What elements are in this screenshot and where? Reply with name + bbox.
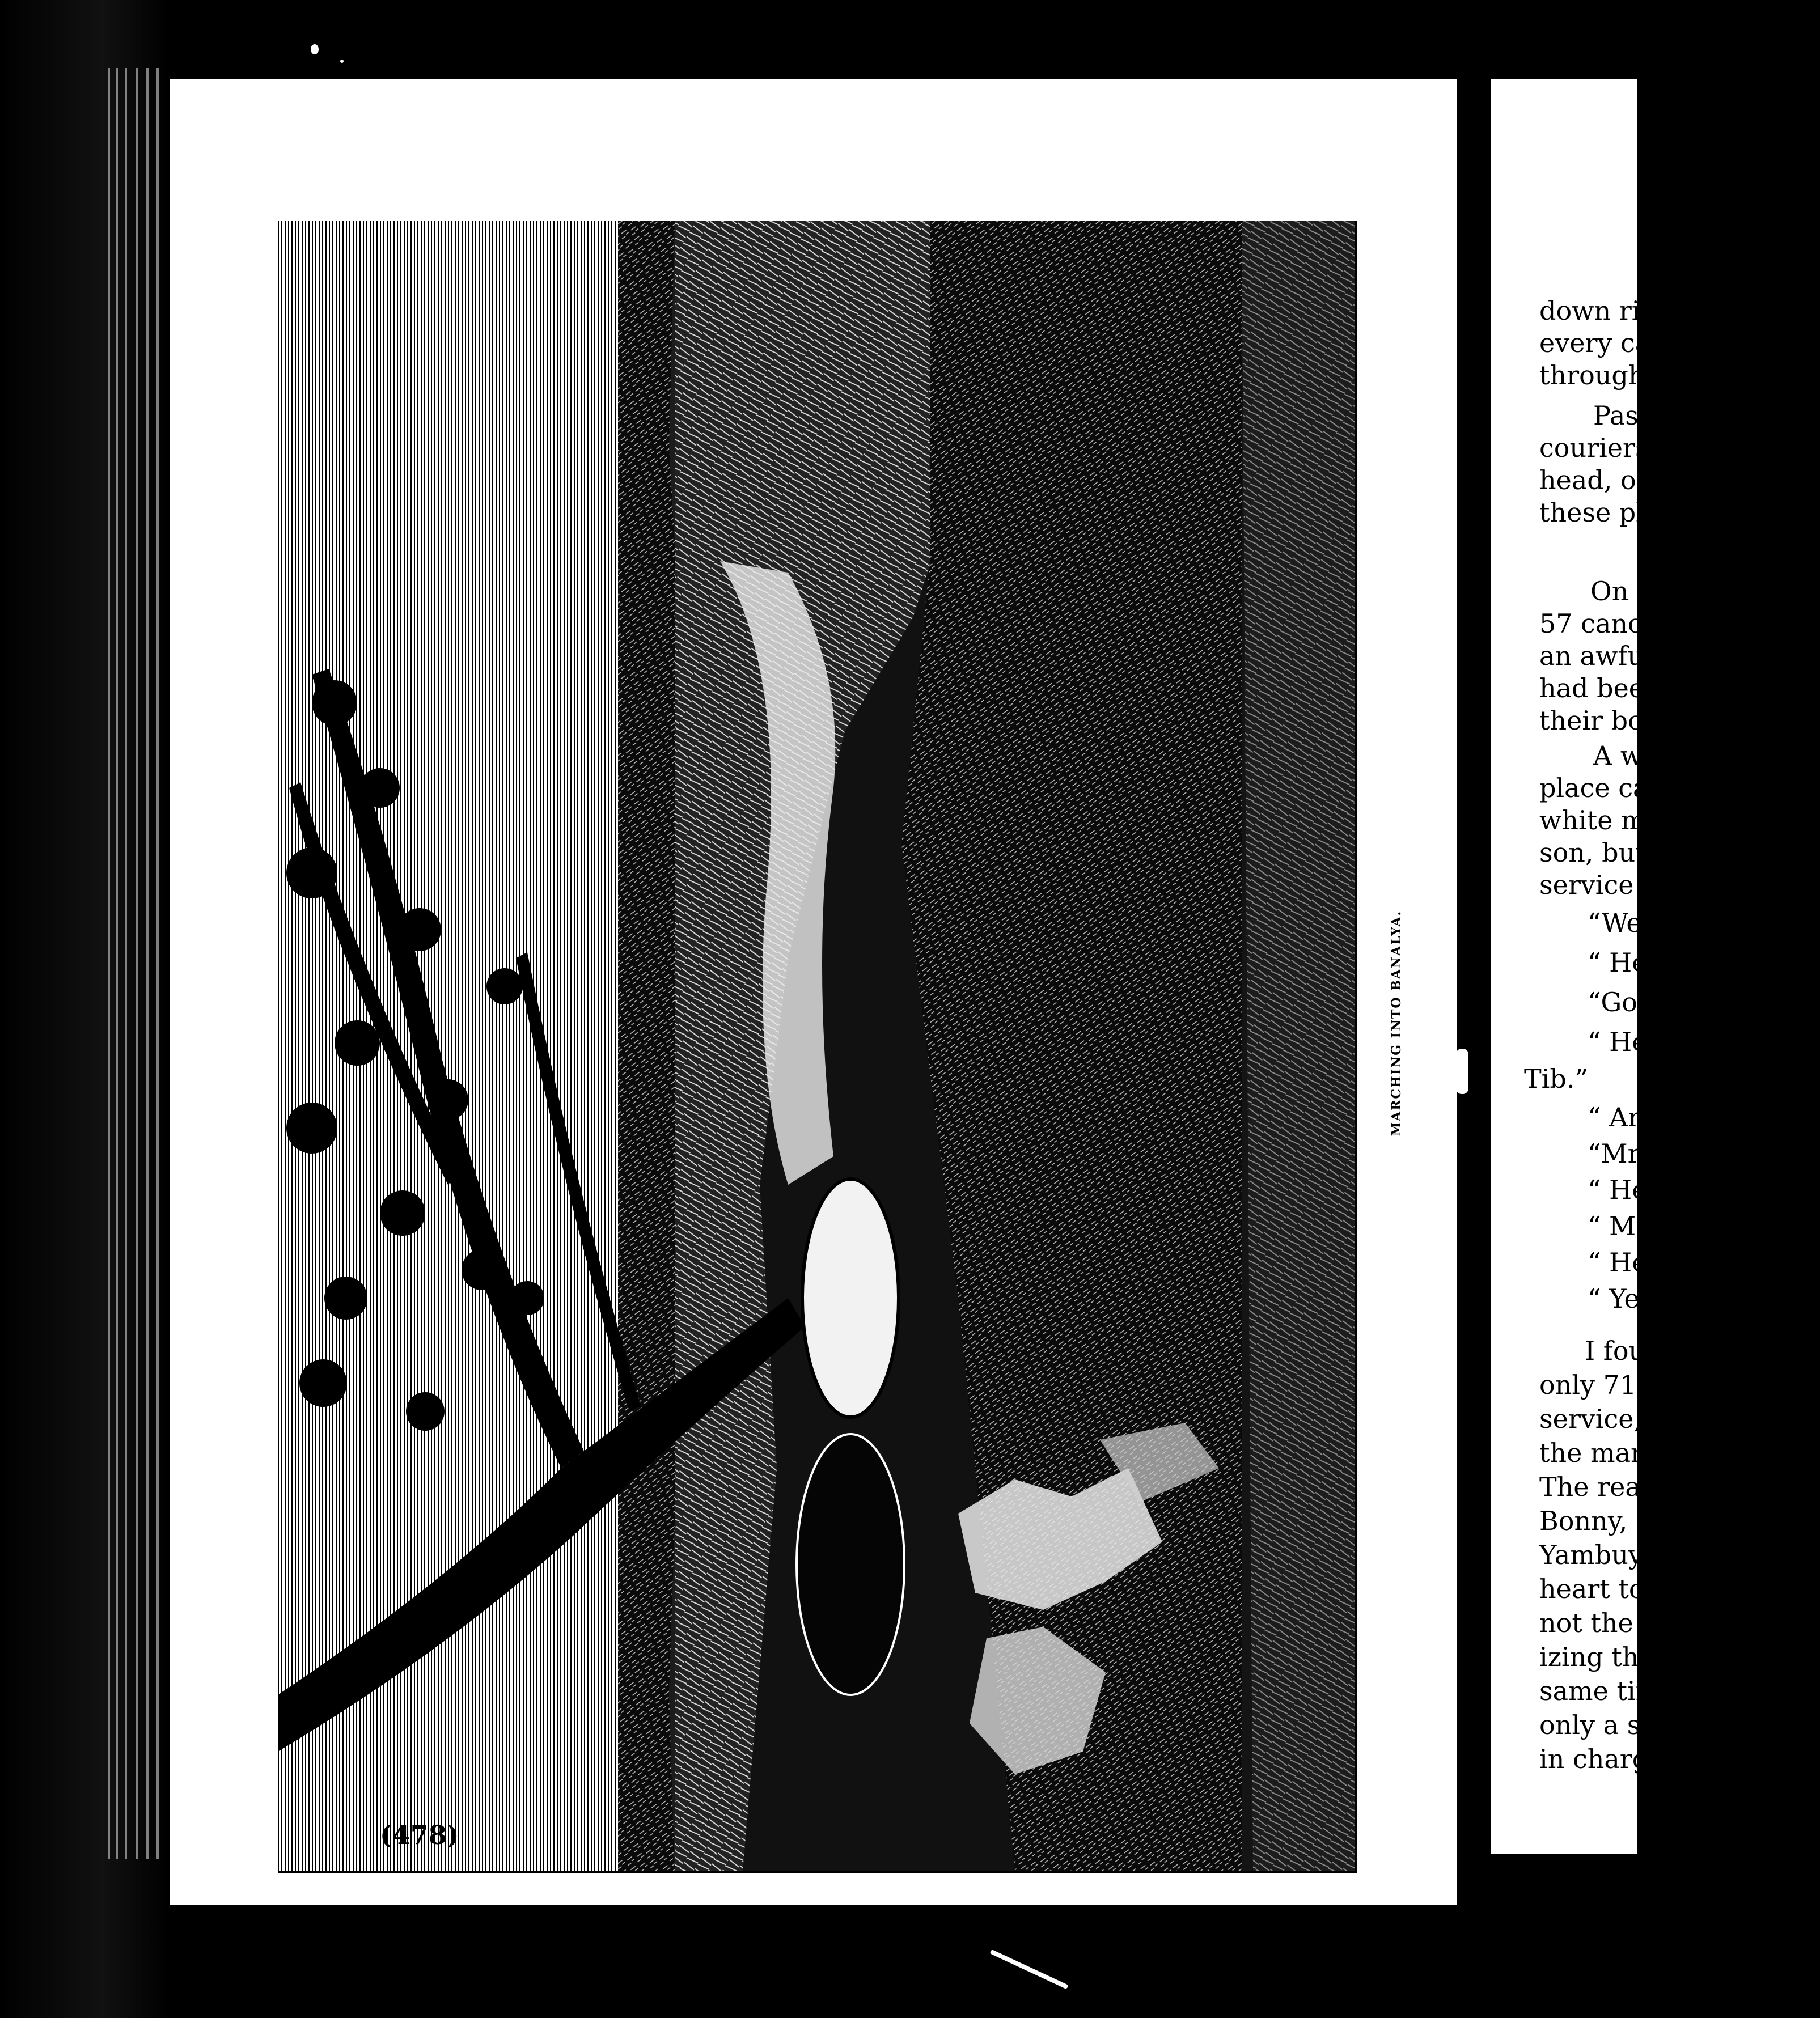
text-line: place cal [1539, 773, 1657, 803]
text-line: white ma [1539, 805, 1662, 836]
page-edge-line [125, 68, 127, 1859]
text-line: same time [1539, 1676, 1676, 1706]
text-line: service o [1539, 870, 1658, 900]
text-line: 57 canoe [1539, 608, 1659, 639]
text-line: “ Mr [1588, 1211, 1649, 1241]
text-line: their bod [1539, 705, 1661, 736]
text-line: “Mr. [1588, 1138, 1646, 1169]
book-gutter [1457, 79, 1491, 1905]
page-number: (478) [380, 1820, 459, 1850]
white-umbrella [802, 1179, 899, 1417]
text-line: On [1590, 576, 1629, 607]
text-line: “We [1588, 908, 1642, 938]
text-line: only 71 [1539, 1370, 1637, 1400]
text-line: service, a [1539, 1404, 1666, 1434]
text-line: the march [1539, 1438, 1675, 1468]
text-line: Bonny, du [1539, 1506, 1669, 1536]
text-line: “ He [1588, 1175, 1648, 1205]
page-edge-line [146, 68, 149, 1859]
dust-speck [1456, 1049, 1468, 1094]
text-line: head, or [1539, 465, 1649, 495]
text-line: Pas [1593, 400, 1639, 431]
black-umbrella [797, 1434, 904, 1695]
dust-speck [311, 44, 319, 54]
left-page [170, 79, 1457, 1905]
page-edge-line [156, 68, 159, 1859]
text-line: only a sho [1539, 1710, 1673, 1740]
text-line: couriers [1539, 433, 1649, 463]
page-edge-line [136, 68, 138, 1859]
text-line: heart to g [1539, 1574, 1670, 1604]
dust-speck [340, 60, 344, 63]
page-edge-line [116, 68, 118, 1859]
text-line: not the ti [1539, 1608, 1661, 1638]
page-edge-shadow [1491, 1854, 1637, 2018]
text-line: through [1539, 360, 1645, 391]
text-line: Tib.” [1524, 1063, 1588, 1094]
engraving-artwork [278, 221, 1355, 1871]
text-line: A w [1593, 740, 1643, 771]
text-line: I fou [1585, 1336, 1646, 1366]
text-line: “ He [1588, 947, 1648, 978]
text-line: “ An [1588, 1102, 1645, 1133]
text-line: down ri [1539, 295, 1640, 326]
text-line: “ Hea [1588, 1247, 1663, 1278]
text-line: “Go [1588, 987, 1637, 1018]
text-line: had been [1539, 673, 1661, 703]
text-line: Yambuya, [1539, 1540, 1667, 1570]
text-line: every ca [1539, 328, 1651, 358]
dust-speck [989, 1949, 1068, 1990]
text-line: izing the e [1539, 1642, 1678, 1672]
text-line: these pl [1539, 497, 1644, 528]
text-line: “ Yes [1588, 1283, 1653, 1314]
text-line: in charge [1539, 1744, 1665, 1774]
illustration-caption: MARCHING INTO BANALYA. [1389, 910, 1404, 1137]
right-page [1491, 79, 1678, 1854]
text-line: son, but [1539, 837, 1646, 868]
text-line: “ He [1588, 1027, 1648, 1057]
book-spine [0, 0, 170, 2018]
page-edge-line [108, 68, 110, 1859]
text-line: an awful [1539, 641, 1653, 671]
text-line: The rear [1539, 1472, 1653, 1502]
engraving-illustration [278, 221, 1357, 1873]
